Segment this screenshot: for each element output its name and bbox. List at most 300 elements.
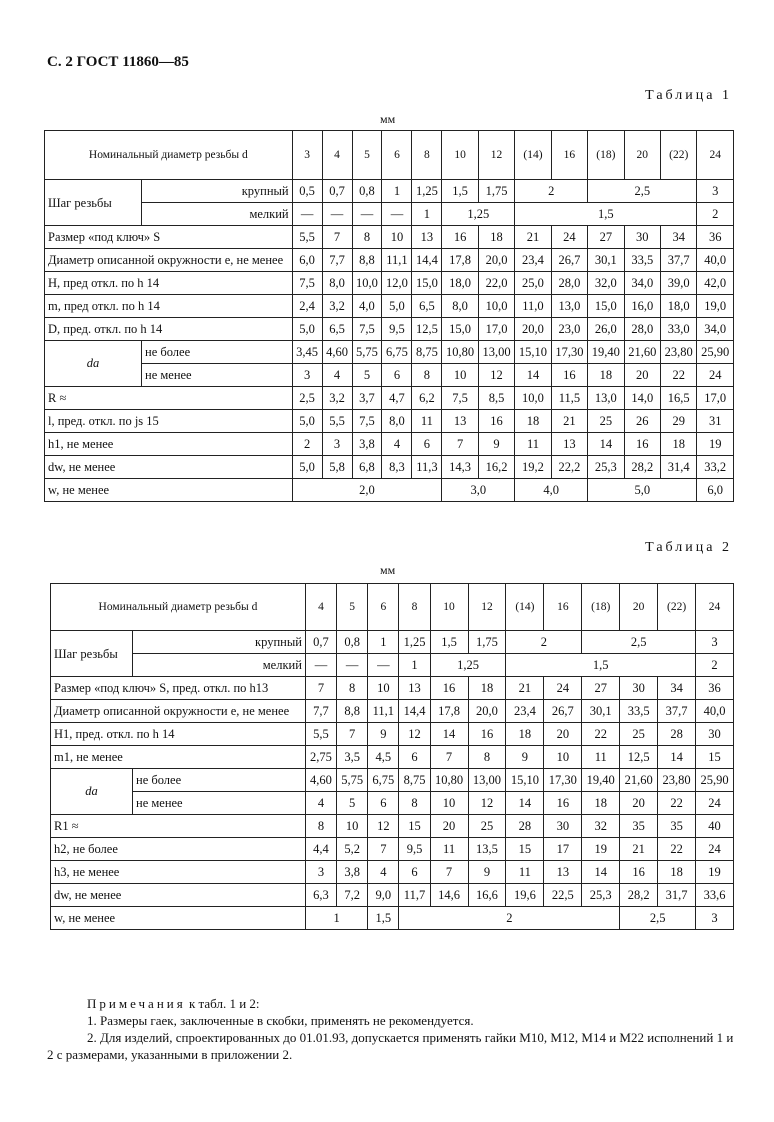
value-cell: 5,75 [352, 341, 382, 364]
row-label: h2, не более [51, 838, 306, 861]
value-cell: 7 [368, 838, 399, 861]
value-cell: 33,5 [620, 700, 658, 723]
value-cell: 14 [658, 746, 696, 769]
value-cell: 34 [658, 677, 696, 700]
diameter-header: 6 [382, 131, 412, 180]
fine-label: мелкий [133, 654, 306, 677]
value-cell: 36 [697, 226, 734, 249]
value-cell: 12,0 [382, 272, 412, 295]
value-cell: 21 [506, 677, 544, 700]
value-cell: 14,0 [624, 387, 660, 410]
da-max-label: не более [142, 341, 293, 364]
value-cell: 19,0 [697, 295, 734, 318]
value-cell: 12 [478, 364, 514, 387]
value-cell: 7 [322, 226, 352, 249]
value-cell: 5,5 [322, 410, 352, 433]
value-cell: 20,0 [468, 700, 506, 723]
value-cell: 6,2 [412, 387, 442, 410]
table-row [45, 272, 734, 295]
value-cell: 8,3 [382, 456, 412, 479]
value-cell: 3,2 [322, 387, 352, 410]
fine-pitch-value: 1,5 [515, 203, 697, 226]
fine-pitch-value: — [305, 654, 336, 677]
value-cell: 9 [478, 433, 514, 456]
coarse-pitch-value: 0,8 [337, 631, 368, 654]
row-label: H, пред откл. по h 14 [45, 272, 293, 295]
pitch-label: Шаг резьбы [45, 180, 142, 226]
diameter-header: 16 [551, 131, 587, 180]
value-cell: 3,45 [292, 341, 322, 364]
value-cell: 17,8 [430, 700, 468, 723]
value-cell: 6 [412, 433, 442, 456]
value-cell: 2 [292, 433, 322, 456]
value-cell: 11,1 [382, 249, 412, 272]
coarse-pitch-value: 1,25 [399, 631, 430, 654]
value-cell: 28,2 [620, 884, 658, 907]
fine-pitch-value: — [382, 203, 412, 226]
value-cell: 18 [478, 226, 514, 249]
table-row [51, 861, 734, 884]
diameter-header: 10 [442, 131, 478, 180]
value-cell: 20,0 [478, 249, 514, 272]
table-row [45, 249, 734, 272]
w-value: 2 [399, 907, 620, 930]
value-cell: 16 [544, 792, 582, 815]
fine-pitch-value: — [322, 203, 352, 226]
value-cell: 13,5 [468, 838, 506, 861]
value-cell: 26,7 [551, 249, 587, 272]
w-label: w, не менее [45, 479, 293, 502]
value-cell: 25,90 [696, 769, 734, 792]
value-cell: 25,0 [515, 272, 551, 295]
value-cell: 8,5 [478, 387, 514, 410]
value-cell: 22 [582, 723, 620, 746]
table1-caption: Таблица 1 [645, 88, 732, 103]
diameter-header: 5 [337, 584, 368, 631]
table-2 [50, 583, 734, 930]
value-cell: 2,75 [305, 746, 336, 769]
value-cell: 9,0 [368, 884, 399, 907]
coarse-pitch-value: 2 [506, 631, 582, 654]
value-cell: 13 [442, 410, 478, 433]
table-row [51, 723, 734, 746]
value-cell: 21,60 [620, 769, 658, 792]
value-cell: 27 [588, 226, 624, 249]
value-cell: 3,5 [337, 746, 368, 769]
w-value: 3,0 [442, 479, 515, 502]
value-cell: 13 [412, 226, 442, 249]
coarse-pitch-value: 3 [696, 631, 734, 654]
value-cell: 14 [515, 364, 551, 387]
value-cell: 21 [551, 410, 587, 433]
fine-pitch-value: 1,25 [430, 654, 506, 677]
value-cell: 10 [368, 677, 399, 700]
table-row [51, 792, 734, 815]
value-cell: 8 [412, 364, 442, 387]
value-cell: 25,3 [588, 456, 624, 479]
value-cell: 24 [544, 677, 582, 700]
value-cell: 34,0 [624, 272, 660, 295]
value-cell: 25 [468, 815, 506, 838]
value-cell: 31 [697, 410, 734, 433]
table-row [45, 433, 734, 456]
value-cell: 10,0 [478, 295, 514, 318]
diameter-header: 8 [399, 584, 430, 631]
value-cell: 28,2 [624, 456, 660, 479]
w-value: 2,0 [292, 479, 442, 502]
table-row [45, 479, 734, 502]
da-max-label: не более [133, 769, 306, 792]
value-cell: 11,5 [551, 387, 587, 410]
fine-pitch-value: 1 [412, 203, 442, 226]
value-cell: 33,0 [661, 318, 697, 341]
value-cell: 5,0 [382, 295, 412, 318]
coarse-pitch-value: 1 [382, 180, 412, 203]
da-label: da [51, 769, 133, 815]
value-cell: 16,2 [478, 456, 514, 479]
coarse-pitch-value: 0,5 [292, 180, 322, 203]
value-cell: 18 [661, 433, 697, 456]
value-cell: 10,0 [515, 387, 551, 410]
row-label: h3, не менее [51, 861, 306, 884]
value-cell: 6,0 [292, 249, 322, 272]
value-cell: 8,0 [382, 410, 412, 433]
diameter-header: 10 [430, 584, 468, 631]
value-cell: 30 [620, 677, 658, 700]
value-cell: 28 [506, 815, 544, 838]
value-cell: 26 [624, 410, 660, 433]
value-cell: 37,7 [661, 249, 697, 272]
value-cell: 4,60 [322, 341, 352, 364]
value-cell: 8,8 [352, 249, 382, 272]
w-value: 3 [696, 907, 734, 930]
value-cell: 7 [442, 433, 478, 456]
value-cell: 19 [696, 861, 734, 884]
value-cell: 2,4 [292, 295, 322, 318]
value-cell: 15 [399, 815, 430, 838]
value-cell: 13,00 [478, 341, 514, 364]
value-cell: 22 [661, 364, 697, 387]
note-2: 2. Для изделий, спроектированных до 01.01.93, допускается применять гайки М10, М12, М14 и М22 исполнений 1 и 2 с размерами, указанными в приложении 2. [47, 1030, 734, 1062]
value-cell: 40,0 [697, 249, 734, 272]
value-cell: 5,2 [337, 838, 368, 861]
diameter-header: 24 [696, 584, 734, 631]
fine-pitch-value: 1 [399, 654, 430, 677]
table-row [45, 318, 734, 341]
value-cell: 24 [696, 792, 734, 815]
value-cell: 33,2 [697, 456, 734, 479]
fine-pitch-value: — [368, 654, 399, 677]
value-cell: 7,5 [292, 272, 322, 295]
value-cell: 5,5 [292, 226, 322, 249]
value-cell: 13 [551, 433, 587, 456]
value-cell: 3 [292, 364, 322, 387]
value-cell: 8,8 [337, 700, 368, 723]
diameter-header: 6 [368, 584, 399, 631]
value-cell: 4,4 [305, 838, 336, 861]
value-cell: 12 [368, 815, 399, 838]
value-cell: 18 [582, 792, 620, 815]
value-cell: 10,80 [442, 341, 478, 364]
value-cell: 18 [588, 364, 624, 387]
fine-pitch-value: — [352, 203, 382, 226]
value-cell: 10 [442, 364, 478, 387]
value-cell: 6,5 [322, 318, 352, 341]
value-cell: 6,5 [412, 295, 442, 318]
value-cell: 6,3 [305, 884, 336, 907]
value-cell: 17,0 [697, 387, 734, 410]
table-row [45, 364, 734, 387]
value-cell: 14 [582, 861, 620, 884]
coarse-pitch-value: 2,5 [588, 180, 697, 203]
value-cell: 16 [624, 433, 660, 456]
value-cell: 21 [515, 226, 551, 249]
value-cell: 9 [506, 746, 544, 769]
table-row [51, 654, 734, 677]
value-cell: 32 [582, 815, 620, 838]
value-cell: 7,7 [305, 700, 336, 723]
value-cell: 10 [430, 792, 468, 815]
value-cell: 5,8 [322, 456, 352, 479]
diameter-header: 8 [412, 131, 442, 180]
value-cell: 4 [322, 364, 352, 387]
coarse-pitch-value: 0,7 [322, 180, 352, 203]
value-cell: 4 [305, 792, 336, 815]
table-row [45, 180, 734, 203]
value-cell: 11,0 [515, 295, 551, 318]
value-cell: 4,0 [352, 295, 382, 318]
value-cell: 3 [305, 861, 336, 884]
table-row [51, 700, 734, 723]
value-cell: 25,90 [697, 341, 734, 364]
table1-units: мм [380, 112, 396, 126]
w-value: 1,5 [368, 907, 399, 930]
value-cell: 25 [588, 410, 624, 433]
diameter-header: (14) [515, 131, 551, 180]
row-label: Размер «под ключ» S, пред. откл. по h13 [51, 677, 306, 700]
w-value: 4,0 [515, 479, 588, 502]
row-label: Диаметр описанной окружности e, не менее [45, 249, 293, 272]
row-label: R1 ≈ [51, 815, 306, 838]
value-cell: 26,0 [588, 318, 624, 341]
value-cell: 8 [305, 815, 336, 838]
value-cell: 16 [551, 364, 587, 387]
row-label: h1, не менее [45, 433, 293, 456]
value-cell: 28 [658, 723, 696, 746]
value-cell: 20,0 [515, 318, 551, 341]
fine-pitch-value: 1,25 [442, 203, 515, 226]
value-cell: 14,3 [442, 456, 478, 479]
value-cell: 40 [696, 815, 734, 838]
value-cell: 31,4 [661, 456, 697, 479]
value-cell: 11,3 [412, 456, 442, 479]
value-cell: 18 [658, 861, 696, 884]
value-cell: 10 [337, 815, 368, 838]
value-cell: 37,7 [658, 700, 696, 723]
fine-pitch-value: 1,5 [506, 654, 696, 677]
value-cell: 16,6 [468, 884, 506, 907]
value-cell: 15,10 [515, 341, 551, 364]
value-cell: 23,4 [506, 700, 544, 723]
value-cell: 20 [430, 815, 468, 838]
value-cell: 19,6 [506, 884, 544, 907]
table-row [51, 677, 734, 700]
diameter-header: 4 [305, 584, 336, 631]
diameter-header: 5 [352, 131, 382, 180]
diameter-header: 20 [620, 584, 658, 631]
value-cell: 8,0 [442, 295, 478, 318]
value-cell: 4,5 [368, 746, 399, 769]
diameter-header: 12 [468, 584, 506, 631]
table-row [45, 387, 734, 410]
value-cell: 6 [368, 792, 399, 815]
value-cell: 16 [620, 861, 658, 884]
value-cell: 22 [658, 792, 696, 815]
row-label: Диаметр описанной окружности e, не менее [51, 700, 306, 723]
value-cell: 19,2 [515, 456, 551, 479]
value-cell: 33,6 [696, 884, 734, 907]
value-cell: 7,7 [322, 249, 352, 272]
value-cell: 19,40 [582, 769, 620, 792]
value-cell: 7,2 [337, 884, 368, 907]
value-cell: 6,75 [368, 769, 399, 792]
table-row [51, 838, 734, 861]
nominal-diameter-header: Номинальный диаметр резьбы d [51, 584, 306, 631]
value-cell: 13 [399, 677, 430, 700]
value-cell: 15 [696, 746, 734, 769]
value-cell: 7 [305, 677, 336, 700]
value-cell: 4,7 [382, 387, 412, 410]
diameter-header: 12 [478, 131, 514, 180]
value-cell: 12,5 [412, 318, 442, 341]
coarse-pitch-value: 1 [368, 631, 399, 654]
value-cell: 33,5 [624, 249, 660, 272]
value-cell: 7,5 [442, 387, 478, 410]
diameter-header: (22) [658, 584, 696, 631]
value-cell: 8,75 [412, 341, 442, 364]
table2-units: мм [380, 563, 396, 577]
value-cell: 5,0 [292, 318, 322, 341]
value-cell: 14 [588, 433, 624, 456]
value-cell: 21,60 [624, 341, 660, 364]
value-cell: 9 [368, 723, 399, 746]
value-cell: 22,5 [544, 884, 582, 907]
table-row [51, 815, 734, 838]
value-cell: 11,7 [399, 884, 430, 907]
value-cell: 40,0 [696, 700, 734, 723]
table-row [51, 746, 734, 769]
value-cell: 23,4 [515, 249, 551, 272]
value-cell: 21 [620, 838, 658, 861]
row-label: dw, не менее [45, 456, 293, 479]
nominal-diameter-header: Номинальный диаметр резьбы d [45, 131, 293, 180]
row-label: m, пред откл. по h 14 [45, 295, 293, 318]
value-cell: 20 [624, 364, 660, 387]
value-cell: 6 [382, 364, 412, 387]
note-1: 1. Размеры гаек, заключенные в скобки, применять не рекомендуется. [87, 1013, 474, 1028]
value-cell: 14,4 [399, 700, 430, 723]
value-cell: 6 [399, 746, 430, 769]
value-cell: 3 [322, 433, 352, 456]
diameter-header: (18) [588, 131, 624, 180]
value-cell: 22,2 [551, 456, 587, 479]
value-cell: 9,5 [399, 838, 430, 861]
value-cell: 12 [399, 723, 430, 746]
row-label: dw, не менее [51, 884, 306, 907]
value-cell: 5,75 [337, 769, 368, 792]
value-cell: 5 [337, 792, 368, 815]
table-row [45, 456, 734, 479]
value-cell: 16 [430, 677, 468, 700]
table-row [45, 203, 734, 226]
fine-pitch-value: 2 [696, 654, 734, 677]
value-cell: 13,0 [551, 295, 587, 318]
page-header: С. 2 ГОСТ 11860—85 [47, 54, 189, 70]
value-cell: 28,0 [624, 318, 660, 341]
value-cell: 3,2 [322, 295, 352, 318]
value-cell: 26,7 [544, 700, 582, 723]
value-cell: 5,0 [292, 410, 322, 433]
coarse-pitch-value: 0,8 [352, 180, 382, 203]
value-cell: 6,8 [352, 456, 382, 479]
row-label: Размер «под ключ» S [45, 226, 293, 249]
table-row [45, 410, 734, 433]
value-cell: 10,80 [430, 769, 468, 792]
value-cell: 16,0 [624, 295, 660, 318]
value-cell: 10,0 [352, 272, 382, 295]
w-value: 6,0 [697, 479, 734, 502]
value-cell: 9,5 [382, 318, 412, 341]
value-cell: 11,1 [368, 700, 399, 723]
fine-pitch-value: — [292, 203, 322, 226]
value-cell: 23,80 [661, 341, 697, 364]
value-cell: 27 [582, 677, 620, 700]
value-cell: 22,0 [478, 272, 514, 295]
diameter-header: (18) [582, 584, 620, 631]
coarse-label: крупный [133, 631, 306, 654]
diameter-header: 4 [322, 131, 352, 180]
value-cell: 13,00 [468, 769, 506, 792]
value-cell: 7 [430, 861, 468, 884]
value-cell: 16 [468, 723, 506, 746]
value-cell: 30 [624, 226, 660, 249]
value-cell: 5,0 [292, 456, 322, 479]
value-cell: 7,5 [352, 318, 382, 341]
value-cell: 8 [468, 746, 506, 769]
value-cell: 17,8 [442, 249, 478, 272]
value-cell: 14 [430, 723, 468, 746]
value-cell: 24 [551, 226, 587, 249]
value-cell: 23,80 [658, 769, 696, 792]
value-cell: 4,60 [305, 769, 336, 792]
value-cell: 34 [661, 226, 697, 249]
value-cell: 14,4 [412, 249, 442, 272]
diameter-header: 3 [292, 131, 322, 180]
value-cell: 16 [478, 410, 514, 433]
fine-label: мелкий [142, 203, 293, 226]
table-row [51, 907, 734, 930]
value-cell: 30 [696, 723, 734, 746]
w-value: 5,0 [588, 479, 697, 502]
table-1 [44, 130, 734, 502]
value-cell: 8 [337, 677, 368, 700]
value-cell: 11 [582, 746, 620, 769]
value-cell: 7 [337, 723, 368, 746]
value-cell: 18 [515, 410, 551, 433]
value-cell: 3,7 [352, 387, 382, 410]
value-cell: 15,0 [442, 318, 478, 341]
row-label: m1, не менее [51, 746, 306, 769]
